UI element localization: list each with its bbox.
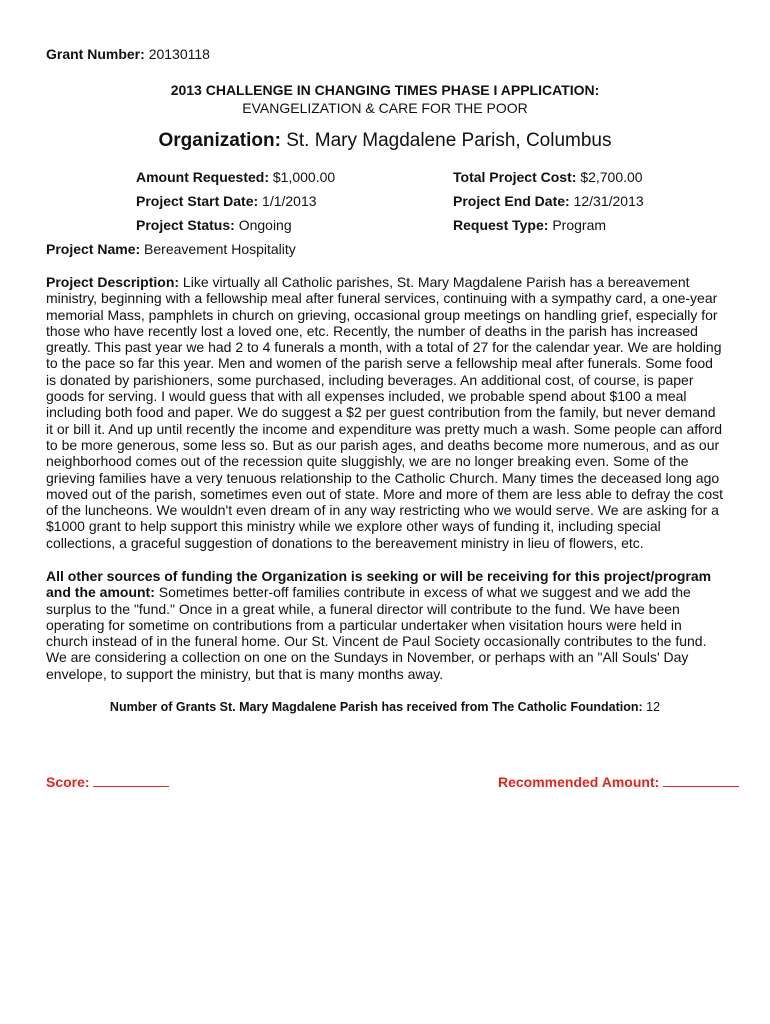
recommended-amount-field [498,774,739,790]
score-blank-line [93,774,169,787]
project-end-date-label: Project End Date: [453,193,570,209]
score-label: Score: [46,774,90,790]
project-status-label: Project Status: [136,217,235,233]
total-project-cost [453,169,643,185]
project-name [46,241,296,257]
total-project-cost-label: Total Project Cost: [453,169,577,185]
project-end-date-value: 12/31/2013 [573,193,644,209]
project-description-text: Like virtually all Catholic parishes, St. Mary Magdalene Parish has a bereavement ministry, beginning with a fellowship meal after funeral services, continuing with a sympathy card, a one-year memorial Mass, pamphlets in church on grieving, occasional group meetings on handling grief, especially for those who have recently lost a loved one, etc. Recently, the number of deaths in the parish has increased greatly. This past year we had 2 to 4 funerals a month, with a total of 27 for the calendar year. We are holding to the pace so far this year. Men and women of the parish serve a fellowship meal after funerals. Some food is donated by parishioners, some purchased, including beverages. An additional cost, of course, is paper goods for serving. I would guess that with all expenses included, we probable spend about $100 a meal including both food and paper. We do suggest a $2 per guest contribution from the family, but never demand it or bill it. And up until recently the income and expenditure was pretty much a wash. Some people can afford to be more generous, some less so. But as our parish ages, and deaths become more numerous, and as our neighborhood comes out of the recession quite sluggishly, we are no longer breaking even. Some of the grieving families have a very tenuous relationship to the Catholic Church. Many times the deceased long ago moved out of the parish, sometimes even out of state. More and more of them are less able to defray the cost of the luncheons. We wouldn't even dream of in any way restricting who we would serve. We are asking for a $1000 grant to help support this ministry while we explore other ways of funding it, including special collections, a graceful suggestion of donations to the bereavement ministry in lieu of flowers, etc. [46,274,724,551]
request-type-value: Program [552,217,607,233]
project-start-date-label: Project Start Date: [136,193,259,209]
other-funding-sources [46,568,726,682]
grant-number-value: 20130118 [148,46,210,62]
organization [0,130,770,152]
organization-value: St. Mary Magdalene Parish, Columbus [286,130,612,151]
project-name-label: Project Name: [46,241,141,257]
application-title: 2013 CHALLENGE IN CHANGING TIMES PHASE I APPLICATION: [170,82,600,98]
project-name-value: Bereavement Hospitality [144,241,296,257]
grant-number-label: Grant Number: [46,46,145,62]
project-start-date-value: 1/1/2013 [262,193,317,209]
organization-label: Organization: [158,130,281,151]
project-description [46,274,726,551]
grants-received-label: Number of Grants St. Mary Magdalene Parish has received from The Catholic Foundation: [109,700,643,714]
grants-received-value: 12 [646,700,661,714]
project-status [136,217,292,233]
amount-requested-value: $1,000.00 [272,169,336,185]
total-project-cost-value: $2,700.00 [580,169,643,185]
project-start-date [136,193,317,209]
application-subtitle: EVANGELIZATION & CARE FOR THE POOR [242,100,528,116]
other-funding-text: Sometimes better-off families contribute in excess of what we suggest and we add the surplus to the "fund." Once in a great while, a funeral director will contribute to the fund. We have been operating for sometime on contributions from a particular undertaker when visitation hours were held in church instead of in the funeral home. Our St. Vincent de Paul Society occasionally contributes to the fund. We are considering a collection on one on the Sundays in November, or perhaps with an "All Souls' Day envelope, to support the ministry, but that is many months away. [46,584,707,682]
recommended-amount-label: Recommended Amount: [498,774,660,790]
amount-requested [136,169,335,185]
project-status-value: Ongoing [238,217,292,233]
grants-received [0,700,770,714]
recommended-amount-blank-line [663,774,739,787]
other-funding-label: All other sources of funding the Organization is seeking or will be receiving for this project/program and the amount: [46,568,712,601]
request-type-label: Request Type: [453,217,549,233]
request-type [453,217,606,233]
amount-requested-label: Amount Requested: [136,169,269,185]
project-description-label: Project Description: [46,274,180,290]
grant-number [46,46,210,62]
project-end-date [453,193,644,209]
score-field [46,774,169,790]
